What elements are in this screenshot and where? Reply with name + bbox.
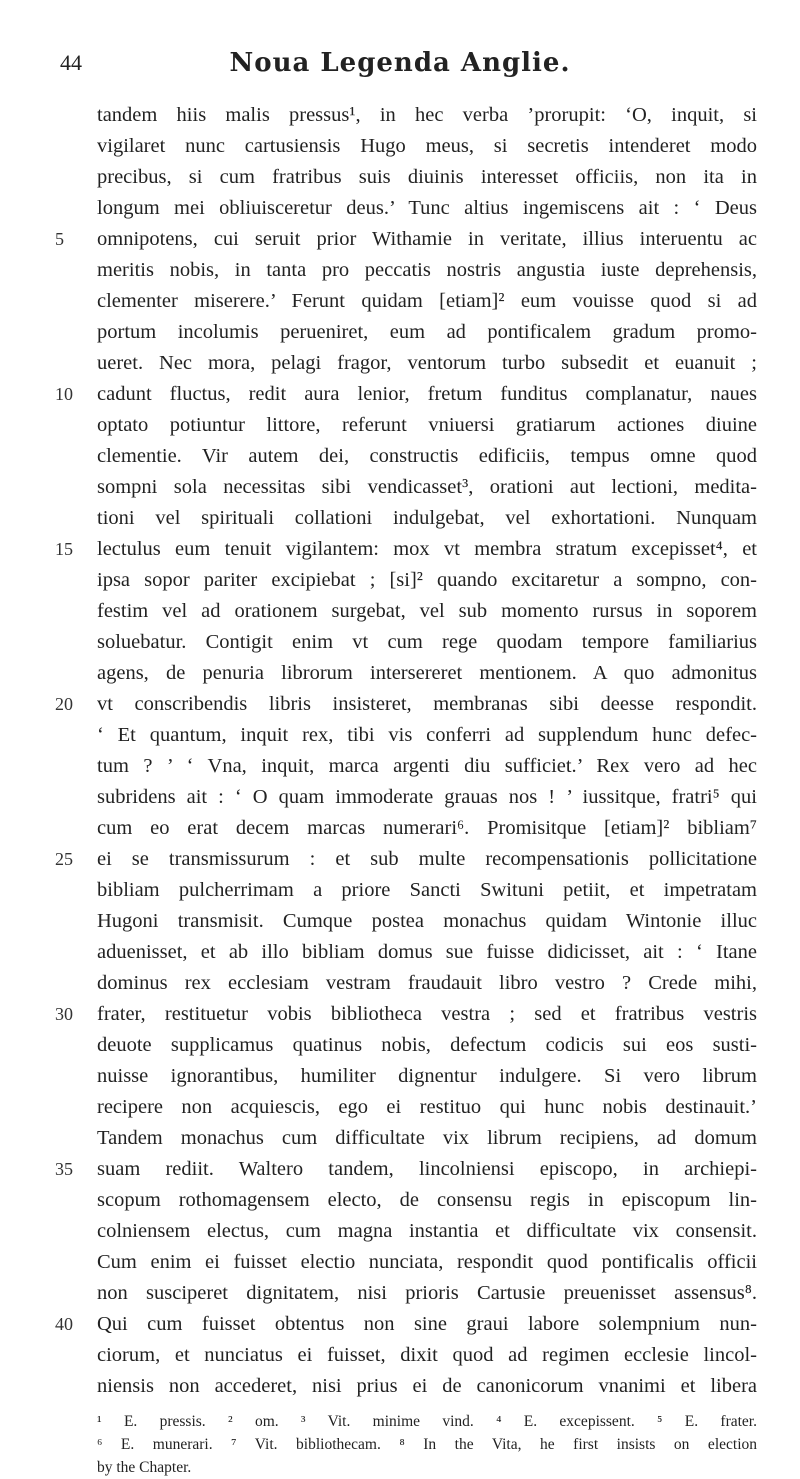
- line-text: meritis nobis, in tanta pro peccatis nostris angustia iuste deprehensis,: [97, 259, 757, 281]
- text-line: [0, 1154, 800, 1185]
- footnote-line: ⁶ E. munerari. ⁷ Vit. bibliothecam. ⁸ In the Vita, he first insists on election: [97, 1436, 757, 1453]
- line-text: ei se transmissurum : et sub multe recompensationis pollicitatione: [97, 848, 757, 870]
- text-line: [0, 162, 800, 193]
- line-text: tandem hiis malis pressus¹, in hec verba ’prorupit: ‘O, inquit, si: [97, 104, 757, 126]
- line-number: 25: [55, 849, 73, 869]
- text-line: [0, 1185, 800, 1216]
- text-line: [0, 224, 800, 255]
- text-line: [0, 844, 800, 875]
- text-line: [0, 1030, 800, 1061]
- text-line: [0, 410, 800, 441]
- text-line: [0, 379, 800, 410]
- line-text: bibliam pulcherrimam a priore Sancti Swituni petiit, et impetratam: [97, 879, 757, 901]
- footnote-line: ¹ E. pressis. ² om. ³ Vit. minime vind. ⁴ E. excepissent. ⁵ E. frater.: [97, 1413, 757, 1430]
- line-text: niensis non accederet, nisi prius ei de canonicorum vnanimi et libera: [97, 1375, 757, 1397]
- line-text: sompni sola necessitas sibi vendicasset³, orationi aut lectioni, medita-: [97, 476, 757, 498]
- line-text: recipere non acquiescis, ego ei restituo qui hunc nobis destinauit.’: [97, 1096, 757, 1118]
- line-text: cadunt fluctus, redit aura lenior, fretum funditus complanatur, naues: [97, 383, 757, 405]
- line-text: cum eo erat decem marcas numerari⁶. Promisitque [etiam]² bibliam⁷: [97, 817, 757, 839]
- line-text: clementer miserere.’ Ferunt quidam [etiam]² eum vouisse quod si ad: [97, 290, 757, 312]
- line-text: suam rediit. Waltero tandem, lincolniensi episcopo, in archiepi-: [97, 1158, 757, 1180]
- text-line: [0, 1092, 800, 1123]
- line-number: 40: [55, 1314, 73, 1334]
- line-text: Tandem monachus cum difficultate vix librum recipiens, ad domum: [97, 1127, 757, 1149]
- line-number: 15: [55, 539, 73, 559]
- text-line: [0, 906, 800, 937]
- line-text: deuote supplicamus quatinus nobis, defectum codicis sui eos susti-: [97, 1034, 757, 1056]
- text-line: [0, 999, 800, 1030]
- text-line: [0, 968, 800, 999]
- line-number: 35: [55, 1159, 73, 1179]
- line-text: vigilaret nunc cartusiensis Hugo meus, si secretis intenderet modo: [97, 135, 757, 157]
- text-line: [0, 255, 800, 286]
- text-line: [0, 1247, 800, 1278]
- text-line: [0, 751, 800, 782]
- line-text: clementie. Vir autem dei, constructis edificiis, tempus omne quod: [97, 445, 757, 467]
- text-line: [0, 317, 800, 348]
- footnote-line: by the Chapter.: [97, 1459, 192, 1476]
- text-line: [0, 1309, 800, 1340]
- text-line: [0, 193, 800, 224]
- text-line: [0, 813, 800, 844]
- text-line: [0, 131, 800, 162]
- line-text: Cum enim ei fuisset electio nunciata, respondit quod pontificalis officii: [97, 1251, 757, 1273]
- text-line: [0, 441, 800, 472]
- line-text: festim vel ad orationem surgebat, vel sub momento rursus in soporem: [97, 600, 757, 622]
- text-line: [0, 503, 800, 534]
- line-text: omnipotens, cui seruit prior Withamie in veritate, illius interuentu ac: [97, 228, 757, 250]
- line-number: 30: [55, 1004, 73, 1024]
- footnotes: [97, 1410, 757, 1479]
- text-line: [0, 1371, 800, 1402]
- line-text: subridens ait : ‘ O quam immoderate grauas nos ! ’ iussitque, fratri⁵ qui: [97, 786, 757, 808]
- line-number: 5: [55, 229, 64, 249]
- text-line: [0, 286, 800, 317]
- line-text: lectulus eum tenuit vigilantem: mox vt membra stratum excepisset⁴, et: [97, 538, 757, 560]
- line-text: Hugoni transmisit. Cumque postea monachus quidam Wintonie illuc: [97, 910, 757, 932]
- page-number: 44: [60, 50, 82, 75]
- line-text: aduenisset, et ab illo bibliam domus sue fuisse didicisset, ait : ‘ Itane: [97, 941, 757, 963]
- text-line: [0, 472, 800, 503]
- line-text: ueret. Nec mora, pelagi fragor, ventorum turbo subsedit et euanuit ;: [97, 352, 757, 374]
- text-line: [0, 100, 800, 131]
- text-line: [0, 1340, 800, 1371]
- line-text: scopum rothomagensem electo, de consensu regis in episcopum lin-: [97, 1189, 757, 1211]
- line-number: 10: [55, 384, 73, 404]
- line-text: colniensem electus, cum magna instantia et difficultate vix consensit.: [97, 1220, 757, 1242]
- page-header: [60, 48, 740, 88]
- text-line: [0, 658, 800, 689]
- text-line: [0, 534, 800, 565]
- line-text: dominus rex ecclesiam vestram fraudauit libro vestro ? Crede mihi,: [97, 972, 757, 994]
- text-line: [0, 937, 800, 968]
- line-text: frater, restituetur vobis bibliotheca vestra ; sed et fratribus vestris: [97, 1003, 757, 1025]
- line-text: optato potiuntur littore, referunt vniuersi gratiarum actiones diuine: [97, 414, 757, 436]
- text-line: [0, 782, 800, 813]
- line-text: tum ? ’ ‘ Vna, inquit, marca argenti diu sufficiet.’ Rex vero ad hec: [97, 755, 757, 777]
- line-text: nuisse ignorantibus, humiliter dignentur indulgere. Si vero librum: [97, 1065, 757, 1087]
- main-text: [0, 100, 800, 1402]
- line-text: Qui cum fuisset obtentus non sine graui labore solempnium nun-: [97, 1313, 757, 1335]
- text-line: [0, 348, 800, 379]
- line-number: 20: [55, 694, 73, 714]
- text-line: [0, 689, 800, 720]
- line-text: agens, de penuria librorum intersereret mentionem. A quo admonitus: [97, 662, 757, 684]
- text-line: [0, 1123, 800, 1154]
- text-line: [0, 1061, 800, 1092]
- line-text: tioni vel spirituali collationi indulgebat, vel exhortationi. Nunquam: [97, 507, 757, 529]
- line-text: non susciperet dignitatem, nisi prioris Cartusie preuenisset assensus⁸.: [97, 1282, 757, 1304]
- line-text: ‘ Et quantum, inquit rex, tibi vis conferri ad supplendum hunc defec-: [97, 724, 757, 746]
- text-line: [0, 565, 800, 596]
- line-text: precibus, si cum fratribus suis diuinis interesset officiis, non ita in: [97, 166, 757, 188]
- line-text: longum mei obliuisceretur deus.’ Tunc altius ingemiscens ait : ‘ Deus: [97, 197, 757, 219]
- running-title: Noua Legenda Anglie.: [229, 48, 571, 78]
- line-text: ipsa sopor pariter excipiebat ; [si]² quando excitaretur a sompno, con-: [97, 569, 757, 591]
- text-line: [0, 720, 800, 751]
- line-text: soluebatur. Contigit enim vt cum rege quodam tempore familiarius: [97, 631, 757, 653]
- line-text: vt conscribendis libris insisteret, membranas sibi deesse respondit.: [97, 693, 757, 715]
- line-text: portum incolumis perueniret, eum ad pontificalem gradum promo-: [97, 321, 757, 343]
- text-line: [0, 627, 800, 658]
- text-line: [0, 1278, 800, 1309]
- text-line: [0, 596, 800, 627]
- line-text: ciorum, et nunciatus ei fuisset, dixit quod ad regimen ecclesie lincol-: [97, 1344, 757, 1366]
- text-line: [0, 1216, 800, 1247]
- text-line: [0, 875, 800, 906]
